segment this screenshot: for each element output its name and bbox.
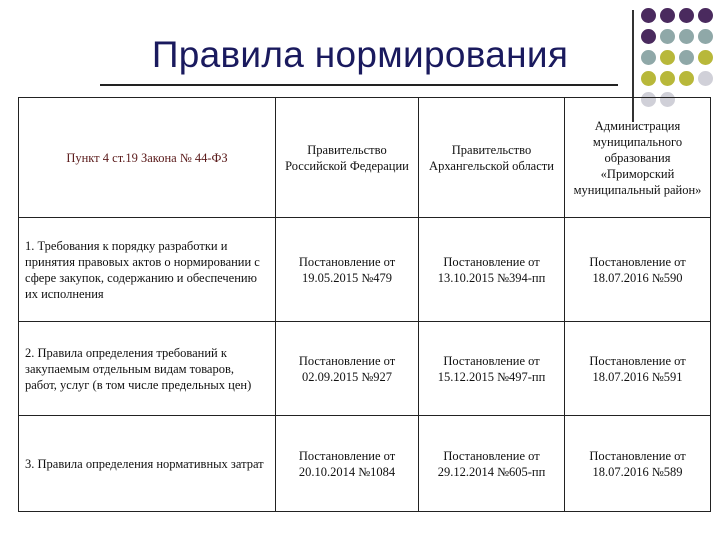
row-label: 2. Правила определения требований к закупаемым отдельным видам товаров, работ, услуг (в том числе предельных цен) <box>19 322 276 416</box>
decor-dot <box>660 71 675 86</box>
decor-dot <box>698 29 713 44</box>
slide-title: Правила нормирования <box>151 34 569 75</box>
table-cell: Постановление от 13.10.2015 №394-пп <box>419 218 565 322</box>
header-law-cell: Пункт 4 ст.19 Закона № 44-ФЗ <box>19 98 276 218</box>
regulations-table <box>18 97 711 512</box>
decor-dot <box>660 8 675 23</box>
decor-dot <box>660 50 675 65</box>
row-label: 1. Требования к порядку разработки и принятия правовых актов о нормировании с сфере закупок, содержанию и обеспечению их исполнения <box>19 218 276 322</box>
table-cell: Постановление от 02.09.2015 №927 <box>276 322 419 416</box>
table-cell: Постановление от 18.07.2016 №590 <box>565 218 711 322</box>
table-row <box>19 322 711 416</box>
row-label: 3. Правила определения нормативных затрат <box>19 416 276 512</box>
title-underline <box>100 84 618 86</box>
decor-dot <box>641 71 656 86</box>
table-row <box>19 416 711 512</box>
table-cell: Постановление от 18.07.2016 №589 <box>565 416 711 512</box>
decor-dot <box>679 71 694 86</box>
decor-dot <box>660 29 675 44</box>
header-regional-gov: Правительство Архангельской области <box>419 98 565 218</box>
table-row <box>19 218 711 322</box>
table-cell: Постановление от 18.07.2016 №591 <box>565 322 711 416</box>
table-header-row <box>19 98 711 218</box>
table-cell: Постановление от 15.12.2015 №497-пп <box>419 322 565 416</box>
decor-dot <box>679 29 694 44</box>
decor-dot <box>698 71 713 86</box>
decor-dot <box>679 8 694 23</box>
decor-dot <box>679 50 694 65</box>
decor-dot <box>698 8 713 23</box>
decor-dot <box>641 8 656 23</box>
table-cell: Постановление от 19.05.2015 №479 <box>276 218 419 322</box>
header-federal-gov: Правительство Российской Федерации <box>276 98 419 218</box>
table-cell: Постановление от 20.10.2014 №1084 <box>276 416 419 512</box>
decor-dot <box>641 50 656 65</box>
decor-dot <box>641 29 656 44</box>
header-municipal-admin: Администрация муниципального образования «Приморский муниципальный район» <box>565 98 711 218</box>
table-cell: Постановление от 29.12.2014 №605-пп <box>419 416 565 512</box>
decor-dot <box>698 50 713 65</box>
